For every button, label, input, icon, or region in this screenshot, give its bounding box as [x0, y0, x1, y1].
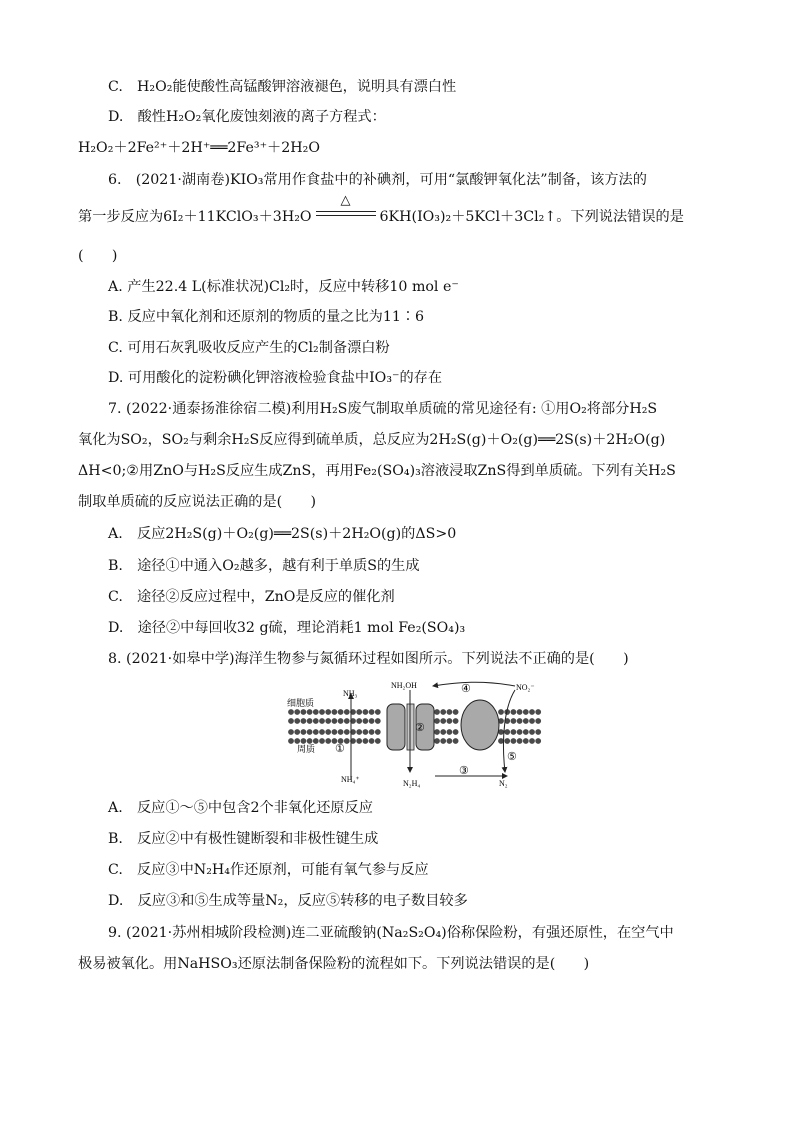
lipid-bead [363, 709, 369, 715]
lipid-bead [517, 709, 523, 715]
lipid-bead [504, 738, 510, 744]
lipid-bead [434, 738, 440, 744]
enzyme-sphere [461, 700, 499, 750]
lipid-bead [288, 729, 294, 735]
lipid-bead [369, 729, 375, 735]
equals-sign [316, 193, 376, 219]
lipid-bead [440, 709, 446, 715]
lipid-bead [301, 709, 307, 715]
label-cytoplasm: 细胞质 [287, 698, 315, 708]
lipid-bead [313, 709, 319, 715]
lipid-bead [517, 738, 523, 744]
label-reaction-2: ② [415, 721, 425, 734]
q6-stem-line1: 6. (2021·湖南卷)KIO₃常用作食盐中的补碘剂，可用“氯酸钾氧化法”制备，该方法的 [108, 172, 647, 188]
lipid-bead [517, 718, 523, 724]
q6-answer-paren: ( ) [78, 248, 118, 264]
lipid-bead [434, 718, 440, 724]
lipid-bead [307, 709, 313, 715]
q5-option-d: D. 酸性H₂O₂氧化废蚀刻液的离子方程式： [108, 109, 386, 125]
lipid-bead [338, 718, 344, 724]
q5-option-c: C. H₂O₂能使酸性高锰酸钾溶液褪色，说明具有漂白性 [108, 79, 457, 95]
lipid-bead [535, 738, 541, 744]
q8-option-a: A. 反应①～⑤中包含2个非氧化还原反应 [108, 800, 373, 816]
label-reaction-3: ③ [459, 764, 469, 777]
lipid-bead [529, 729, 535, 735]
lipid-bead [319, 718, 325, 724]
lipid-bead [344, 718, 350, 724]
lipid-bead [369, 718, 375, 724]
lipid-bead [363, 718, 369, 724]
q6-reactants: 第一步反应为6I₂＋11KClO₃＋3H₂O [78, 209, 312, 225]
q5-equation: H₂O₂＋2Fe²⁺＋2H⁺══2Fe³⁺＋2H₂O [78, 140, 320, 156]
lipid-bead [313, 718, 319, 724]
q6-products: 6KH(IO₃)₂＋5KCl＋3Cl₂↑。下列说法错误的是 [379, 209, 684, 225]
lipid-bead [375, 718, 381, 724]
lipid-bead [523, 729, 529, 735]
label-nh4: NH₄⁺ [341, 775, 360, 784]
lipid-bead [307, 729, 313, 735]
lipid-bead [375, 709, 381, 715]
lipid-bead [511, 729, 517, 735]
lipid-bead [294, 718, 300, 724]
q7-option-c: C. 途径②反应过程中，ZnO是反应的催化剂 [108, 589, 395, 605]
lipid-bead [288, 738, 294, 744]
lipid-bead [511, 718, 517, 724]
lipid-bead [375, 738, 381, 744]
heat-condition: △ [340, 193, 351, 208]
label-n2: N₂ [499, 779, 508, 788]
q6-option-b: B. 反应中氧化剂和还原剂的物质的量之比为11∶6 [108, 309, 425, 325]
lipid-bead [447, 709, 453, 715]
lipid-bead [332, 709, 338, 715]
lipid-bead [375, 729, 381, 735]
label-nh3: NH₃ [343, 689, 358, 698]
q7-stem-line1: 7. (2022·通泰扬淮徐宿二模)利用H₂S废气制取单质硫的常见途径有: ①用O₂将部分H₂S [108, 401, 658, 417]
q6-option-d: D. 可用酸化的淀粉碘化钾溶液检验食盐中IO₃⁻的存在 [108, 370, 443, 386]
lipid-bead [453, 729, 459, 735]
q7-option-d: D. 途径②中每回收32 g硫，理论消耗1 mol Fe₂(SO₄)₃ [108, 620, 466, 636]
lipid-bead [288, 718, 294, 724]
lipid-bead [325, 709, 331, 715]
label-nh2oh: NH₂OH [391, 681, 417, 690]
label-n2h4: N₂H₄ [403, 779, 421, 788]
q8-option-b: B. 反应②中有极性键断裂和非极性键生成 [108, 831, 379, 847]
lipid-bead [369, 709, 375, 715]
lipid-bead [535, 709, 541, 715]
lipid-bead [453, 709, 459, 715]
q9-stem-line1: 9. (2021·苏州相城阶段检测)连二亚硫酸钠(Na₂S₂O₄)俗称保险粉，有强还原性，在空气中 [108, 925, 674, 941]
lipid-bead [529, 718, 535, 724]
q8-stem: 8. (2021·如皋中学)海洋生物参与氮循环过程如图所示。下列说法不正确的是( ) [108, 651, 629, 667]
lipid-bead [529, 738, 535, 744]
lipid-bead [344, 709, 350, 715]
lipid-bead [313, 729, 319, 735]
lipid-bead [535, 729, 541, 735]
lipid-bead [498, 709, 504, 715]
lipid-bead [356, 718, 362, 724]
lipid-bead [288, 709, 294, 715]
lipid-bead [440, 729, 446, 735]
lipid-bead [356, 738, 362, 744]
label-reaction-1: ① [335, 742, 345, 755]
lipid-bead [319, 729, 325, 735]
lipid-bead [453, 718, 459, 724]
nitrogen-cycle-diagram [283, 676, 543, 788]
lipid-bead [440, 738, 446, 744]
lipid-bead [332, 729, 338, 735]
lipid-bead [517, 729, 523, 735]
lipid-bead [356, 729, 362, 735]
arrow-reaction-4 [433, 682, 515, 686]
lipid-bead [356, 709, 362, 715]
lipid-bead [369, 738, 375, 744]
q8-option-c: C. 反应③中N₂H₄作还原剂，可能有氧气参与反应 [108, 862, 429, 878]
lipid-bead [307, 718, 313, 724]
lipid-bead [332, 718, 338, 724]
lipid-bead [301, 718, 307, 724]
label-no2: NO₂⁻ [516, 683, 535, 692]
lipid-bead [523, 738, 529, 744]
lipid-bead [453, 738, 459, 744]
lipid-bead [301, 729, 307, 735]
lipid-bead [344, 729, 350, 735]
lipid-bead [363, 729, 369, 735]
lipid-bead [325, 729, 331, 735]
lipid-bead [319, 738, 325, 744]
lipid-bead [294, 729, 300, 735]
lipid-bead [535, 718, 541, 724]
q6-option-a: A. 产生22.4 L(标准状况)Cl₂时，反应中转移10 mol e⁻ [108, 279, 459, 295]
lipid-bead [338, 709, 344, 715]
lipid-bead [523, 709, 529, 715]
lipid-bead [363, 738, 369, 744]
label-reaction-5: ⑤ [507, 750, 517, 763]
q6-option-c: C. 可用石灰乳吸收反应产生的Cl₂制备漂白粉 [108, 340, 390, 356]
label-periplasm: 周质 [297, 744, 316, 754]
lipid-bead [504, 729, 510, 735]
lipid-bead [511, 709, 517, 715]
protein-left-half [387, 704, 405, 750]
lipid-bead [434, 729, 440, 735]
q7-stem-line4: 制取单质硫的反应说法正确的是( ) [78, 494, 317, 510]
q7-stem-line3: ΔH<0;②用ZnO与H₂S反应生成ZnS，再用Fe₂(SO₄)₃溶液浸取ZnS得到单质硫。下列有关H₂S [78, 463, 676, 479]
q7-option-a: A. 反应2H₂S(g)＋O₂(g)══2S(s)＋2H₂O(g)的ΔS>0 [108, 526, 457, 542]
lipid-bead [319, 709, 325, 715]
lipid-bead [511, 738, 517, 744]
q9-stem-line2: 极易被氧化。用NaHSO₃还原法制备保险粉的流程如下。下列说法错误的是( ) [78, 956, 590, 972]
lipid-bead [447, 718, 453, 724]
q7-stem-line2: 氧化为SO₂，SO₂与剩余H₂S反应得到硫单质，总反应为2H₂S(g)＋O₂(g)══2S(s)＋2H₂O(g) [78, 432, 666, 448]
label-reaction-4: ④ [461, 682, 471, 695]
lipid-bead [338, 729, 344, 735]
lipid-bead [434, 709, 440, 715]
lipid-bead [447, 729, 453, 735]
q8-option-d: D. 反应③和⑤生成等量N₂，反应⑤转移的电子数目较多 [108, 893, 468, 909]
q7-option-b: B. 途径①中通入O₂越多，越有利于单质S的生成 [108, 558, 420, 574]
lipid-bead [440, 718, 446, 724]
q6-stem-line2 [78, 193, 684, 227]
lipid-bead [325, 718, 331, 724]
lipid-bead [529, 709, 535, 715]
lipid-bead [294, 709, 300, 715]
lipid-bead [447, 738, 453, 744]
lipid-bead [523, 718, 529, 724]
lipid-bead [325, 738, 331, 744]
